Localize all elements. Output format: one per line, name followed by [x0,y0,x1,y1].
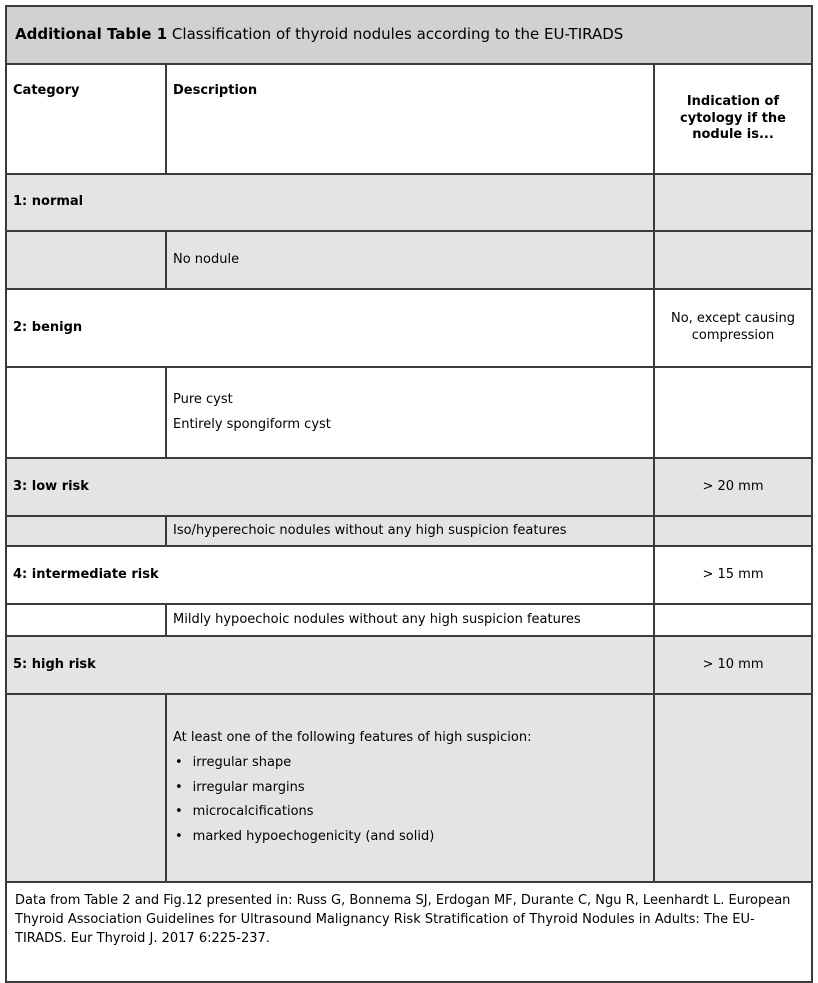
empty-category-cell-5 [6,694,166,882]
section-4-detail-row [6,604,812,636]
indication-value-5: > 10 mm [654,636,812,694]
section-2-category-row [6,289,812,367]
section-1-category-row [6,174,812,231]
table-title-cell [6,6,812,64]
table-sheet [5,5,813,983]
citation-text: Data from Table 2 and Fig.12 presented in: Russ G, Bonnema SJ, Erdogan MF, Durante C, Ngu R, Leenhardt L. European Thyroid Association Guidelines for Ultrasound Malignancy Risk Stratification of Thyroid Nodules in Adults: The EU-TIRADS. Eur Thyroid J. 2017 6:225-237. [6,882,812,982]
description-line: Pure cyst [173,391,233,407]
table-title-bold: Additional Table 1 [15,25,168,44]
description-line: Entirely spongiform cyst [173,416,331,432]
bullet-item: • microcalcifications [173,804,647,821]
section-3-detail-row [6,516,812,546]
bullet-item: • irregular shape [173,755,647,772]
empty-indication-cell-3 [654,516,812,546]
table-title-rest: Classification of thyroid nodules according to the EU-TIRADS [171,25,624,44]
section-5-category-row [6,636,812,694]
empty-category-cell-3 [6,516,166,546]
description-cell-4: Mildly hypoechoic nodules without any high suspicion features [166,604,654,636]
empty-indication-cell-5 [654,694,812,882]
section-1-detail-row [6,231,812,289]
indication-value-3: > 20 mm [654,458,812,516]
indication-value-2: No, except causing compression [654,289,812,367]
section-5-detail-row [6,694,812,882]
description-cell-5 [166,694,654,882]
category-label-1: 1: normal [6,174,654,231]
section-2-detail-row [6,367,812,458]
empty-indication-cell-2 [654,367,812,458]
section-3-category-row [6,458,812,516]
empty-indication-cell-1 [654,231,812,289]
indication-value-1 [654,174,812,231]
description-cell-2 [166,367,654,458]
bullet-item: • marked hypoechogenicity (and solid) [173,829,647,846]
table-title-row [6,6,812,64]
indication-value-4: > 15 mm [654,546,812,604]
eu-tirads-table [5,5,813,983]
column-header-row [6,64,812,174]
category-label-3: 3: low risk [6,458,654,516]
empty-category-cell-2 [6,367,166,458]
column-header-indication: Indication of cytology if the nodule is... [654,64,812,174]
bullet-item: • irregular margins [173,780,647,797]
description-cell-1: No nodule [166,231,654,289]
footer-row [6,882,812,982]
section-4-category-row [6,546,812,604]
empty-category-cell-4 [6,604,166,636]
category-label-4: 4: intermediate risk [6,546,654,604]
description-cell-3: Iso/hyperechoic nodules without any high suspicion features [166,516,654,546]
high-suspicion-intro: At least one of the following features of high suspicion: [173,729,532,745]
empty-indication-cell-4 [654,604,812,636]
empty-category-cell-1 [6,231,166,289]
column-header-category: Category [6,64,166,174]
column-header-description: Description [166,64,654,174]
category-label-5: 5: high risk [6,636,654,694]
category-label-2: 2: benign [6,289,654,367]
